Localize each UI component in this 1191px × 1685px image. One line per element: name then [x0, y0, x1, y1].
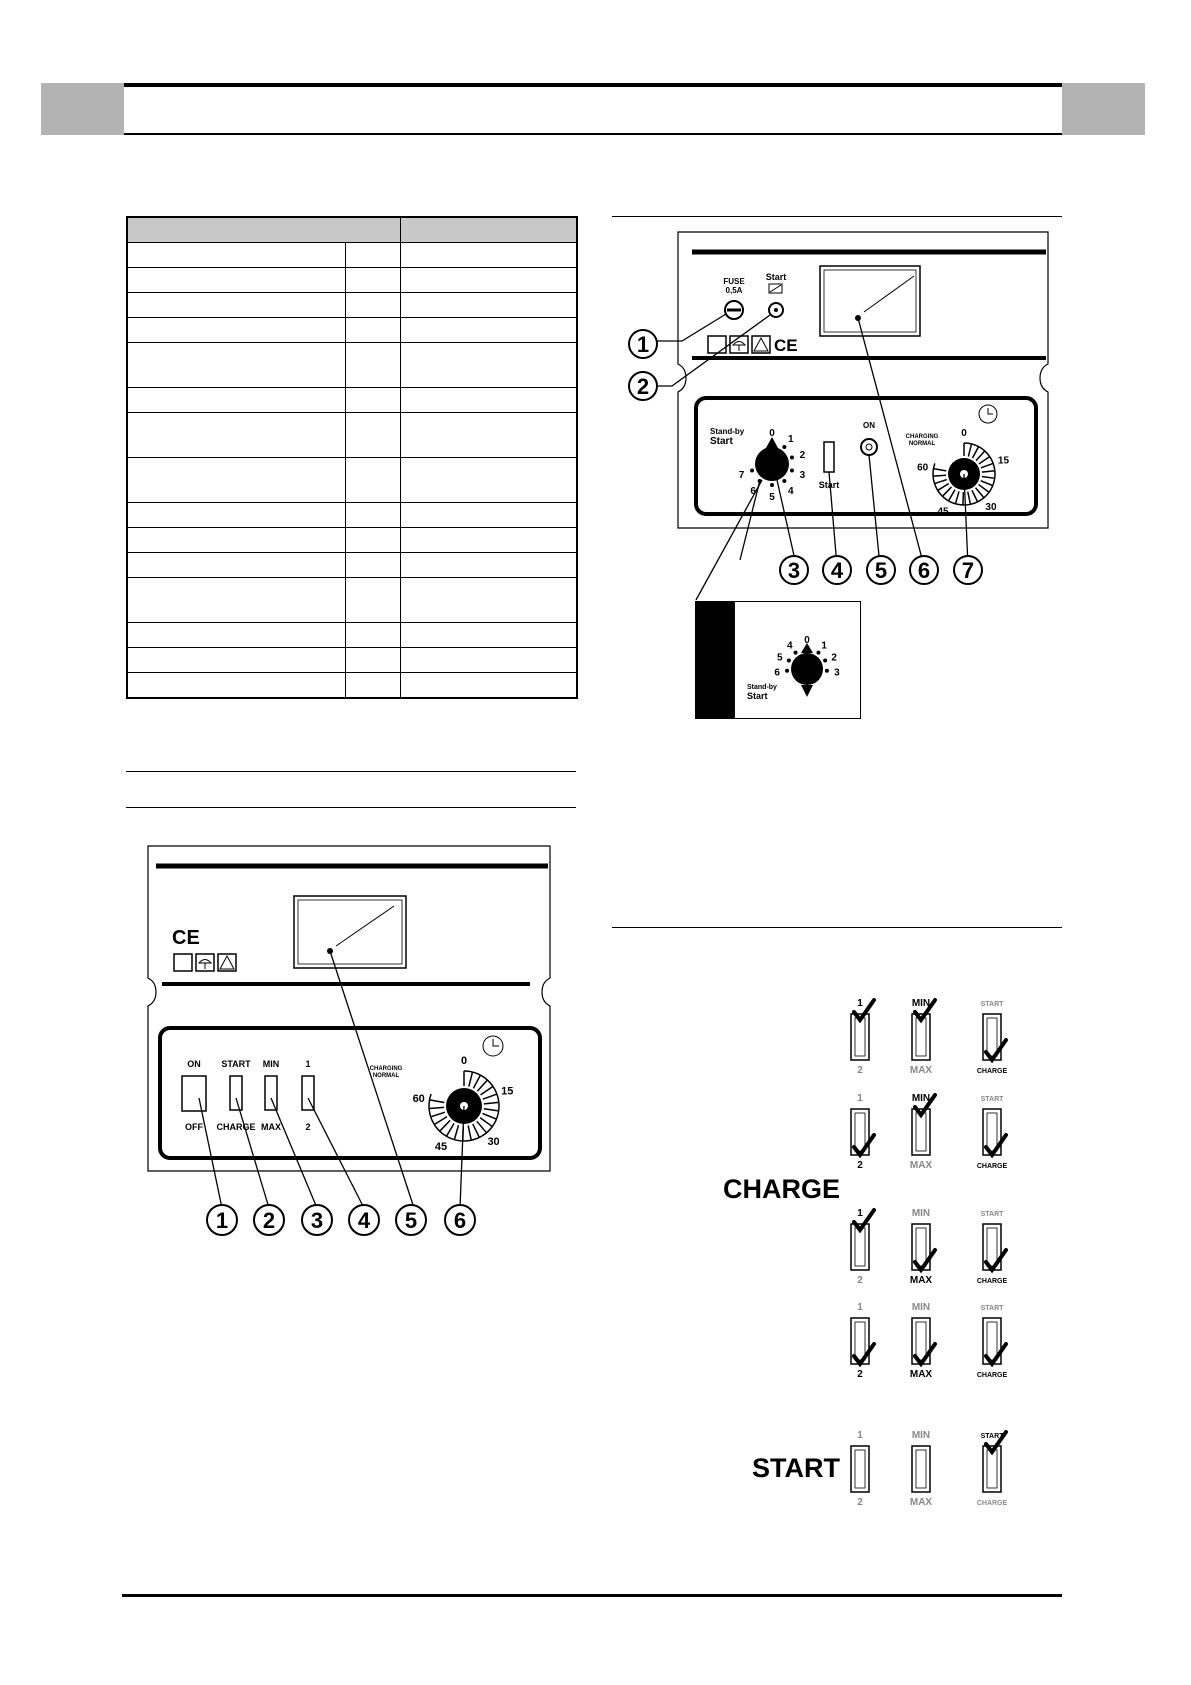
callout-number: 1 — [636, 332, 650, 357]
start-label: Start — [765, 272, 787, 282]
table-cell — [346, 243, 401, 268]
callout-number: 5 — [404, 1208, 418, 1233]
timer-tick — [483, 1094, 497, 1099]
selector-dot-icon — [770, 483, 774, 487]
table-cell — [401, 413, 577, 458]
table-cell — [346, 458, 401, 503]
table-cell — [346, 388, 401, 413]
timer-tick — [955, 491, 959, 503]
fuse-rating-label: 0,5A — [725, 286, 743, 295]
table-cell — [346, 673, 401, 699]
timer-number: 0 — [460, 1055, 468, 1067]
section-rule — [126, 807, 576, 808]
off-label: OFF — [185, 1122, 203, 1132]
switch-top-label: MIN — [911, 1302, 931, 1313]
switch-top-label: START — [980, 1211, 1004, 1218]
timer-tick — [972, 447, 978, 458]
timer-tick — [468, 1126, 471, 1141]
inset-selector-dot-icon — [805, 647, 809, 651]
table-row — [127, 293, 577, 318]
table-cell — [127, 343, 346, 388]
table-cell — [401, 388, 577, 413]
inset-selector-number: 2 — [831, 652, 837, 664]
inset-selector-dot-icon — [785, 669, 789, 673]
inset-selector-knob — [791, 653, 823, 685]
timer-tick — [484, 1102, 499, 1104]
timer-tick — [473, 1075, 480, 1088]
ce-mark: CE — [774, 336, 798, 355]
selector-number: 5 — [769, 492, 775, 503]
callout-markers-b — [207, 1205, 475, 1235]
callout-number: 2 — [636, 374, 650, 399]
table-header-cell — [401, 217, 577, 243]
panel-b-ammeter — [294, 896, 406, 968]
table-cell — [346, 318, 401, 343]
switch-top-label: MIN — [911, 998, 931, 1009]
table-cell — [127, 623, 346, 648]
table-cell — [127, 293, 346, 318]
table-cell — [127, 413, 346, 458]
table-cell — [401, 528, 577, 553]
timer-tick — [933, 475, 946, 476]
timer-tick — [979, 485, 990, 493]
table-cell — [127, 458, 346, 503]
switch-grid — [851, 998, 1007, 1508]
timer-tick — [976, 488, 984, 498]
table-cell — [127, 243, 346, 268]
switch-bottom-label: CHARGE — [976, 1163, 1008, 1170]
start-button-dot-icon — [774, 308, 778, 312]
timer-tick — [938, 484, 949, 491]
selector-dot-icon — [790, 468, 794, 472]
footer-rule — [122, 1594, 1062, 1597]
table-row — [127, 388, 577, 413]
table-cell — [401, 243, 577, 268]
timer-number: 0 — [961, 428, 967, 439]
timer-tick — [982, 471, 995, 472]
switch-top-label: 1 — [857, 998, 863, 1009]
timer-tick — [447, 1123, 455, 1136]
table-cell — [346, 413, 401, 458]
table-row — [127, 268, 577, 293]
umbrella-shape-icon — [733, 342, 745, 352]
table-cell — [127, 578, 346, 623]
timer-number: 60 — [917, 462, 929, 474]
selector-number: 0 — [769, 428, 775, 439]
timer-tick — [483, 1113, 497, 1119]
switch-bottom-label: 2 — [857, 1065, 863, 1076]
inset-selector-dot-icon — [794, 651, 798, 655]
table-row — [127, 458, 577, 503]
selector-number: 4 — [788, 485, 794, 497]
switch-bottom-label: 2 — [857, 1497, 863, 1508]
table-cell — [127, 553, 346, 578]
inset-start-label: Start — [747, 691, 768, 701]
switch-top-label: MIN — [911, 1208, 931, 1219]
selector-dot-icon — [782, 445, 786, 449]
selector-number: 7 — [738, 469, 745, 481]
on-indicator-lamp — [861, 439, 877, 455]
timer-tick — [481, 1086, 493, 1094]
voltage-selector-knob[interactable] — [755, 447, 789, 481]
manual-icon — [708, 336, 726, 353]
table-cell — [127, 318, 346, 343]
selector-dot-icon — [790, 456, 794, 460]
charge-label: CHARGE — [216, 1122, 256, 1132]
charger-panel-diagram-b — [126, 836, 576, 1256]
ammeter-needle — [864, 276, 914, 312]
table-row — [127, 243, 577, 268]
start-label: START — [221, 1059, 251, 1069]
timer-number: 45 — [937, 506, 949, 518]
switch-bottom-label: MAX — [909, 1160, 933, 1171]
clock-hands-icon — [493, 1039, 499, 1046]
callout-number: 6 — [453, 1208, 467, 1233]
switch-bottom-label: MAX — [909, 1065, 933, 1076]
header-tab-left — [41, 83, 124, 135]
ammeter — [820, 266, 920, 336]
timer-tick — [473, 1124, 480, 1137]
table-cell — [346, 503, 401, 528]
selector-dot-icon — [750, 468, 754, 472]
start-switch-label: Start — [818, 480, 840, 490]
triangle-shape-icon — [220, 956, 234, 969]
switch-bottom-label: CHARGE — [976, 1068, 1008, 1075]
table-cell — [346, 623, 401, 648]
two-label: 2 — [305, 1122, 311, 1132]
timer-tick — [430, 1100, 445, 1103]
table-cell — [127, 503, 346, 528]
timer-tick — [979, 457, 990, 464]
inset-selector-number: 0 — [804, 635, 810, 646]
min-label: MIN — [262, 1059, 280, 1069]
switch-rocker — [851, 1446, 869, 1492]
inset-black-band — [695, 601, 735, 719]
start-symbol-slash-icon — [770, 285, 781, 292]
timer-tick — [480, 1118, 492, 1127]
clock-hands-icon — [988, 408, 993, 414]
callout-number: 4 — [357, 1208, 371, 1233]
table-cell — [346, 553, 401, 578]
specification-table — [126, 216, 578, 699]
switch-top-label: MIN — [911, 1093, 931, 1104]
switch-bottom-label: 2 — [857, 1160, 863, 1171]
timer-tick — [434, 1117, 447, 1125]
table-cell — [127, 673, 346, 699]
timer-tick — [440, 1120, 450, 1131]
inset-selector-number: 6 — [774, 667, 780, 679]
timer-tick — [982, 477, 995, 479]
timer-tick — [477, 1121, 487, 1132]
timer-tick — [484, 1109, 499, 1111]
selector-number: 6 — [750, 485, 756, 497]
timer-tick — [968, 492, 971, 505]
callout-number: 3 — [310, 1208, 324, 1233]
panel-b-ce-mark: CE — [172, 927, 200, 949]
table-cell — [401, 553, 577, 578]
normal-label: NORMAL — [908, 441, 936, 447]
section-rule — [612, 927, 1062, 928]
table-cell — [401, 673, 577, 699]
switch-bottom-label: MAX — [909, 1497, 933, 1508]
max-label: MAX — [261, 1122, 281, 1132]
table-cell — [401, 623, 577, 648]
callout-number: 5 — [874, 558, 888, 583]
table-cell — [346, 268, 401, 293]
callout-number: 6 — [917, 558, 931, 583]
table-cell — [127, 528, 346, 553]
on-off-switch[interactable] — [182, 1076, 206, 1111]
table-cell — [127, 268, 346, 293]
switch-bottom-label: MAX — [909, 1369, 933, 1380]
timer-number: 45 — [434, 1140, 448, 1153]
table-cell — [127, 648, 346, 673]
table-cell — [346, 528, 401, 553]
normal-label: NORMAL — [372, 1073, 400, 1079]
callout-markers — [629, 330, 982, 584]
umbrella-shape-icon — [199, 960, 211, 970]
table-row — [127, 553, 577, 578]
table-header-cell — [127, 217, 401, 243]
table-row — [127, 413, 577, 458]
section-rule — [126, 771, 576, 772]
table-cell — [346, 293, 401, 318]
switch-top-label: 1 — [857, 1430, 863, 1441]
table-row — [127, 318, 577, 343]
table-cell — [401, 503, 577, 528]
inset-selector-dot-icon — [787, 659, 791, 663]
table-row — [127, 528, 577, 553]
callout-number: 7 — [961, 558, 975, 583]
switch-configuration-chart — [700, 990, 1030, 1520]
switch-bottom-label: CHARGE — [976, 1278, 1008, 1285]
timer-tick — [477, 1080, 487, 1091]
table-row — [127, 343, 577, 388]
selector-dot-icon — [770, 441, 774, 445]
selector-number: 1 — [788, 434, 794, 446]
timer-tick — [469, 1072, 473, 1087]
timer-tick — [454, 1125, 458, 1139]
callout-number: 3 — [787, 558, 801, 583]
start-mode-label: START — [752, 1453, 840, 1483]
inset-selector-number: 5 — [777, 652, 783, 664]
table-cell — [401, 293, 577, 318]
switch-bottom-label: 2 — [857, 1275, 863, 1286]
switch-rocker — [912, 1446, 930, 1492]
header-bar — [124, 83, 1062, 135]
callout-number: 4 — [830, 558, 844, 583]
switch-bottom-label: 2 — [857, 1369, 863, 1380]
table-cell — [346, 648, 401, 673]
panel-b-ammeter-window — [298, 900, 402, 964]
inset-selector-dot-icon — [823, 659, 827, 663]
table-row — [127, 673, 577, 699]
switch-bottom-label: CHARGE — [976, 1500, 1008, 1507]
inset-selector-number: 3 — [834, 667, 840, 679]
inset-selector-number: 4 — [787, 640, 793, 652]
table-row — [127, 648, 577, 673]
timer-tick — [968, 444, 971, 457]
timer-tick — [935, 480, 947, 484]
switch-top-label: 1 — [857, 1093, 863, 1104]
inset-standby-label: Stand-by — [747, 684, 777, 691]
callout-number: 1 — [215, 1208, 229, 1233]
table-cell — [401, 268, 577, 293]
table-cell — [401, 578, 577, 623]
standby-start-label: Start — [710, 436, 733, 447]
timer-tick — [949, 490, 956, 501]
timer-number: 60 — [412, 1093, 425, 1106]
timer-tick — [431, 1112, 445, 1117]
one-label: 1 — [305, 1059, 311, 1069]
table-header-row — [127, 217, 577, 243]
timer-tick — [976, 451, 985, 461]
timer-tick — [981, 481, 993, 486]
fuse-label: FUSE — [723, 277, 745, 286]
switch-bottom-label: CHARGE — [976, 1372, 1008, 1379]
section-rule — [612, 216, 1062, 217]
start-switch[interactable] — [824, 442, 834, 472]
timer-tick — [933, 469, 946, 471]
table-cell — [401, 458, 577, 503]
standby-label: Stand-by — [710, 427, 745, 436]
selector-number: 3 — [799, 469, 806, 481]
timer-number: 30 — [487, 1136, 500, 1149]
switch-top-label: 1 — [857, 1302, 863, 1313]
inset-selector-dot-icon — [825, 669, 829, 673]
charging-label: CHARGING — [369, 1066, 403, 1072]
min-max-switch[interactable] — [265, 1076, 277, 1110]
timer-number: 15 — [501, 1085, 514, 1098]
start-charge-switch[interactable] — [230, 1076, 242, 1110]
switch-top-label: START — [980, 1096, 1004, 1103]
timer-tick — [972, 490, 978, 502]
table-cell — [346, 343, 401, 388]
table-row — [127, 623, 577, 648]
triangle-shape-icon — [754, 338, 768, 351]
selector-number: 2 — [799, 450, 806, 462]
timer-tick — [429, 1107, 444, 1108]
switch-top-label: MIN — [911, 1430, 931, 1441]
timer-number: 15 — [997, 455, 1010, 467]
switch-top-label: START — [980, 1433, 1004, 1440]
table-cell — [346, 578, 401, 623]
inset-selector-number: 1 — [821, 640, 827, 652]
switch-bottom-label: MAX — [909, 1275, 933, 1286]
table-row — [127, 503, 577, 528]
header-tab-right — [1062, 83, 1145, 135]
panel-b-ammeter-needle — [336, 906, 394, 946]
timer-tick — [981, 463, 993, 467]
on-label: ON — [863, 421, 875, 430]
selector-dot-icon — [782, 479, 786, 483]
charge-mode-label: CHARGE — [722, 1174, 840, 1204]
inset-selector-dot-icon — [816, 651, 820, 655]
table-row — [127, 578, 577, 623]
switch-top-label: 1 — [857, 1208, 863, 1219]
selector-inset-diagram — [695, 601, 861, 719]
table-cell — [401, 318, 577, 343]
table-cell — [401, 648, 577, 673]
charging-label: CHARGING — [905, 434, 939, 440]
table-cell — [401, 343, 577, 388]
timer-number: 30 — [985, 502, 997, 514]
manual-icon — [174, 954, 192, 971]
switch-top-label: START — [980, 1001, 1004, 1008]
table-cell — [127, 388, 346, 413]
switch-top-label: START — [980, 1305, 1004, 1312]
timer-tick — [942, 487, 951, 496]
callout-number: 2 — [262, 1208, 276, 1233]
ammeter-window — [824, 270, 916, 332]
on-label: ON — [187, 1059, 201, 1069]
